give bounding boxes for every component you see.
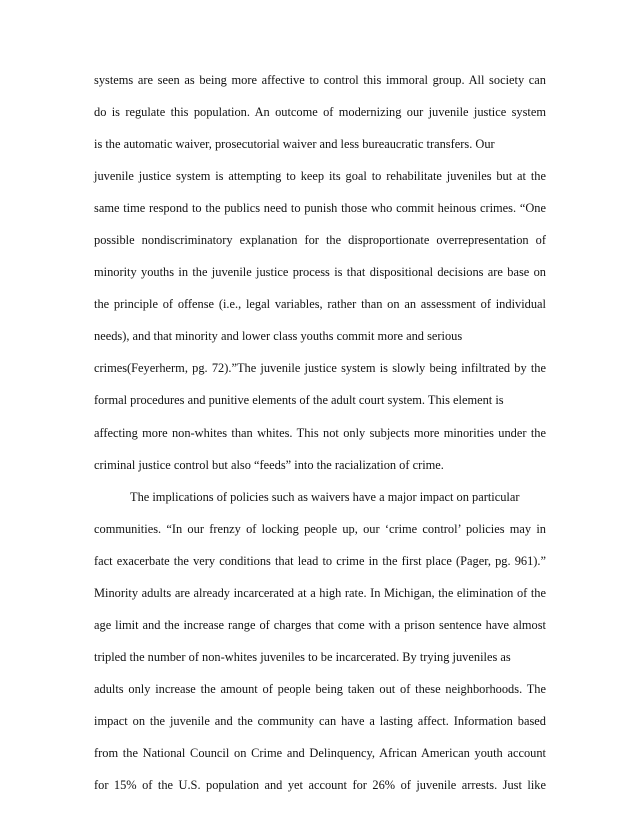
text-line: tripled the number of non-whites juveniles to be incarcerated. By trying juveniles as bbox=[94, 649, 511, 664]
text-line: The implications of policies such as waivers have a major impact on particular bbox=[130, 489, 520, 504]
text-line: communities. “In our frenzy of locking people up, our ‘crime control’ policies may in bbox=[94, 521, 546, 536]
text-line: from the National Council on Crime and Delinquency, African American youth account bbox=[94, 745, 546, 760]
text-line: needs), and that minority and lower class youths commit more and serious bbox=[94, 329, 463, 344]
text-line: fact exacerbate the very conditions that lead to crime in the first place (Pager, pg. 961).” bbox=[94, 553, 546, 568]
text-line: affecting more non-whites than whites. This not only subjects more minorities under the bbox=[94, 425, 546, 440]
text-line: juvenile justice system is attempting to keep its goal to rehabilitate juveniles but at the bbox=[94, 169, 546, 184]
text-line: systems are seen as being more affective to control this immoral group. All society can bbox=[94, 73, 546, 87]
text-line: adults only increase the amount of people being taken out of these neighborhoods. The bbox=[94, 681, 546, 696]
text-line: the principle of offense (i.e., legal variables, rather than on an assessment of individual bbox=[94, 297, 546, 312]
text-line: minority youths in the juvenile justice process is that dispositional decisions are base on bbox=[94, 265, 546, 280]
text-line: Minority adults are already incarcerated at a high rate. In Michigan, the elimination of the bbox=[94, 585, 546, 600]
text-line: possible nondiscriminatory explanation for the disproportionate overrepresentation of bbox=[94, 233, 546, 248]
text-line: impact on the juvenile and the community can have a lasting affect. Information based bbox=[94, 713, 546, 728]
text-line: is the automatic waiver, prosecutorial waiver and less bureaucratic transfers. Our bbox=[94, 137, 495, 152]
text-line: formal procedures and punitive elements of the adult court system. This element is bbox=[94, 393, 504, 408]
text-line: crimes(Feyerherm, pg. 72).”The juvenile justice system is slowly being infiltrated by the bbox=[94, 361, 546, 376]
text-line: for 15% of the U.S. population and yet account for 26% of juvenile arrests. Just like bbox=[94, 778, 546, 793]
text-line: do is regulate this population. An outcome of modernizing our juvenile justice system bbox=[94, 105, 546, 120]
text-line: same time respond to the publics need to punish those who commit heinous crimes. “One bbox=[94, 201, 546, 216]
text-line: criminal justice control but also “feeds” into the racialization of crime. bbox=[94, 457, 444, 472]
body-text bbox=[94, 64, 546, 801]
text-line: age limit and the increase range of charges that come with a prison sentence have almost bbox=[94, 617, 546, 632]
